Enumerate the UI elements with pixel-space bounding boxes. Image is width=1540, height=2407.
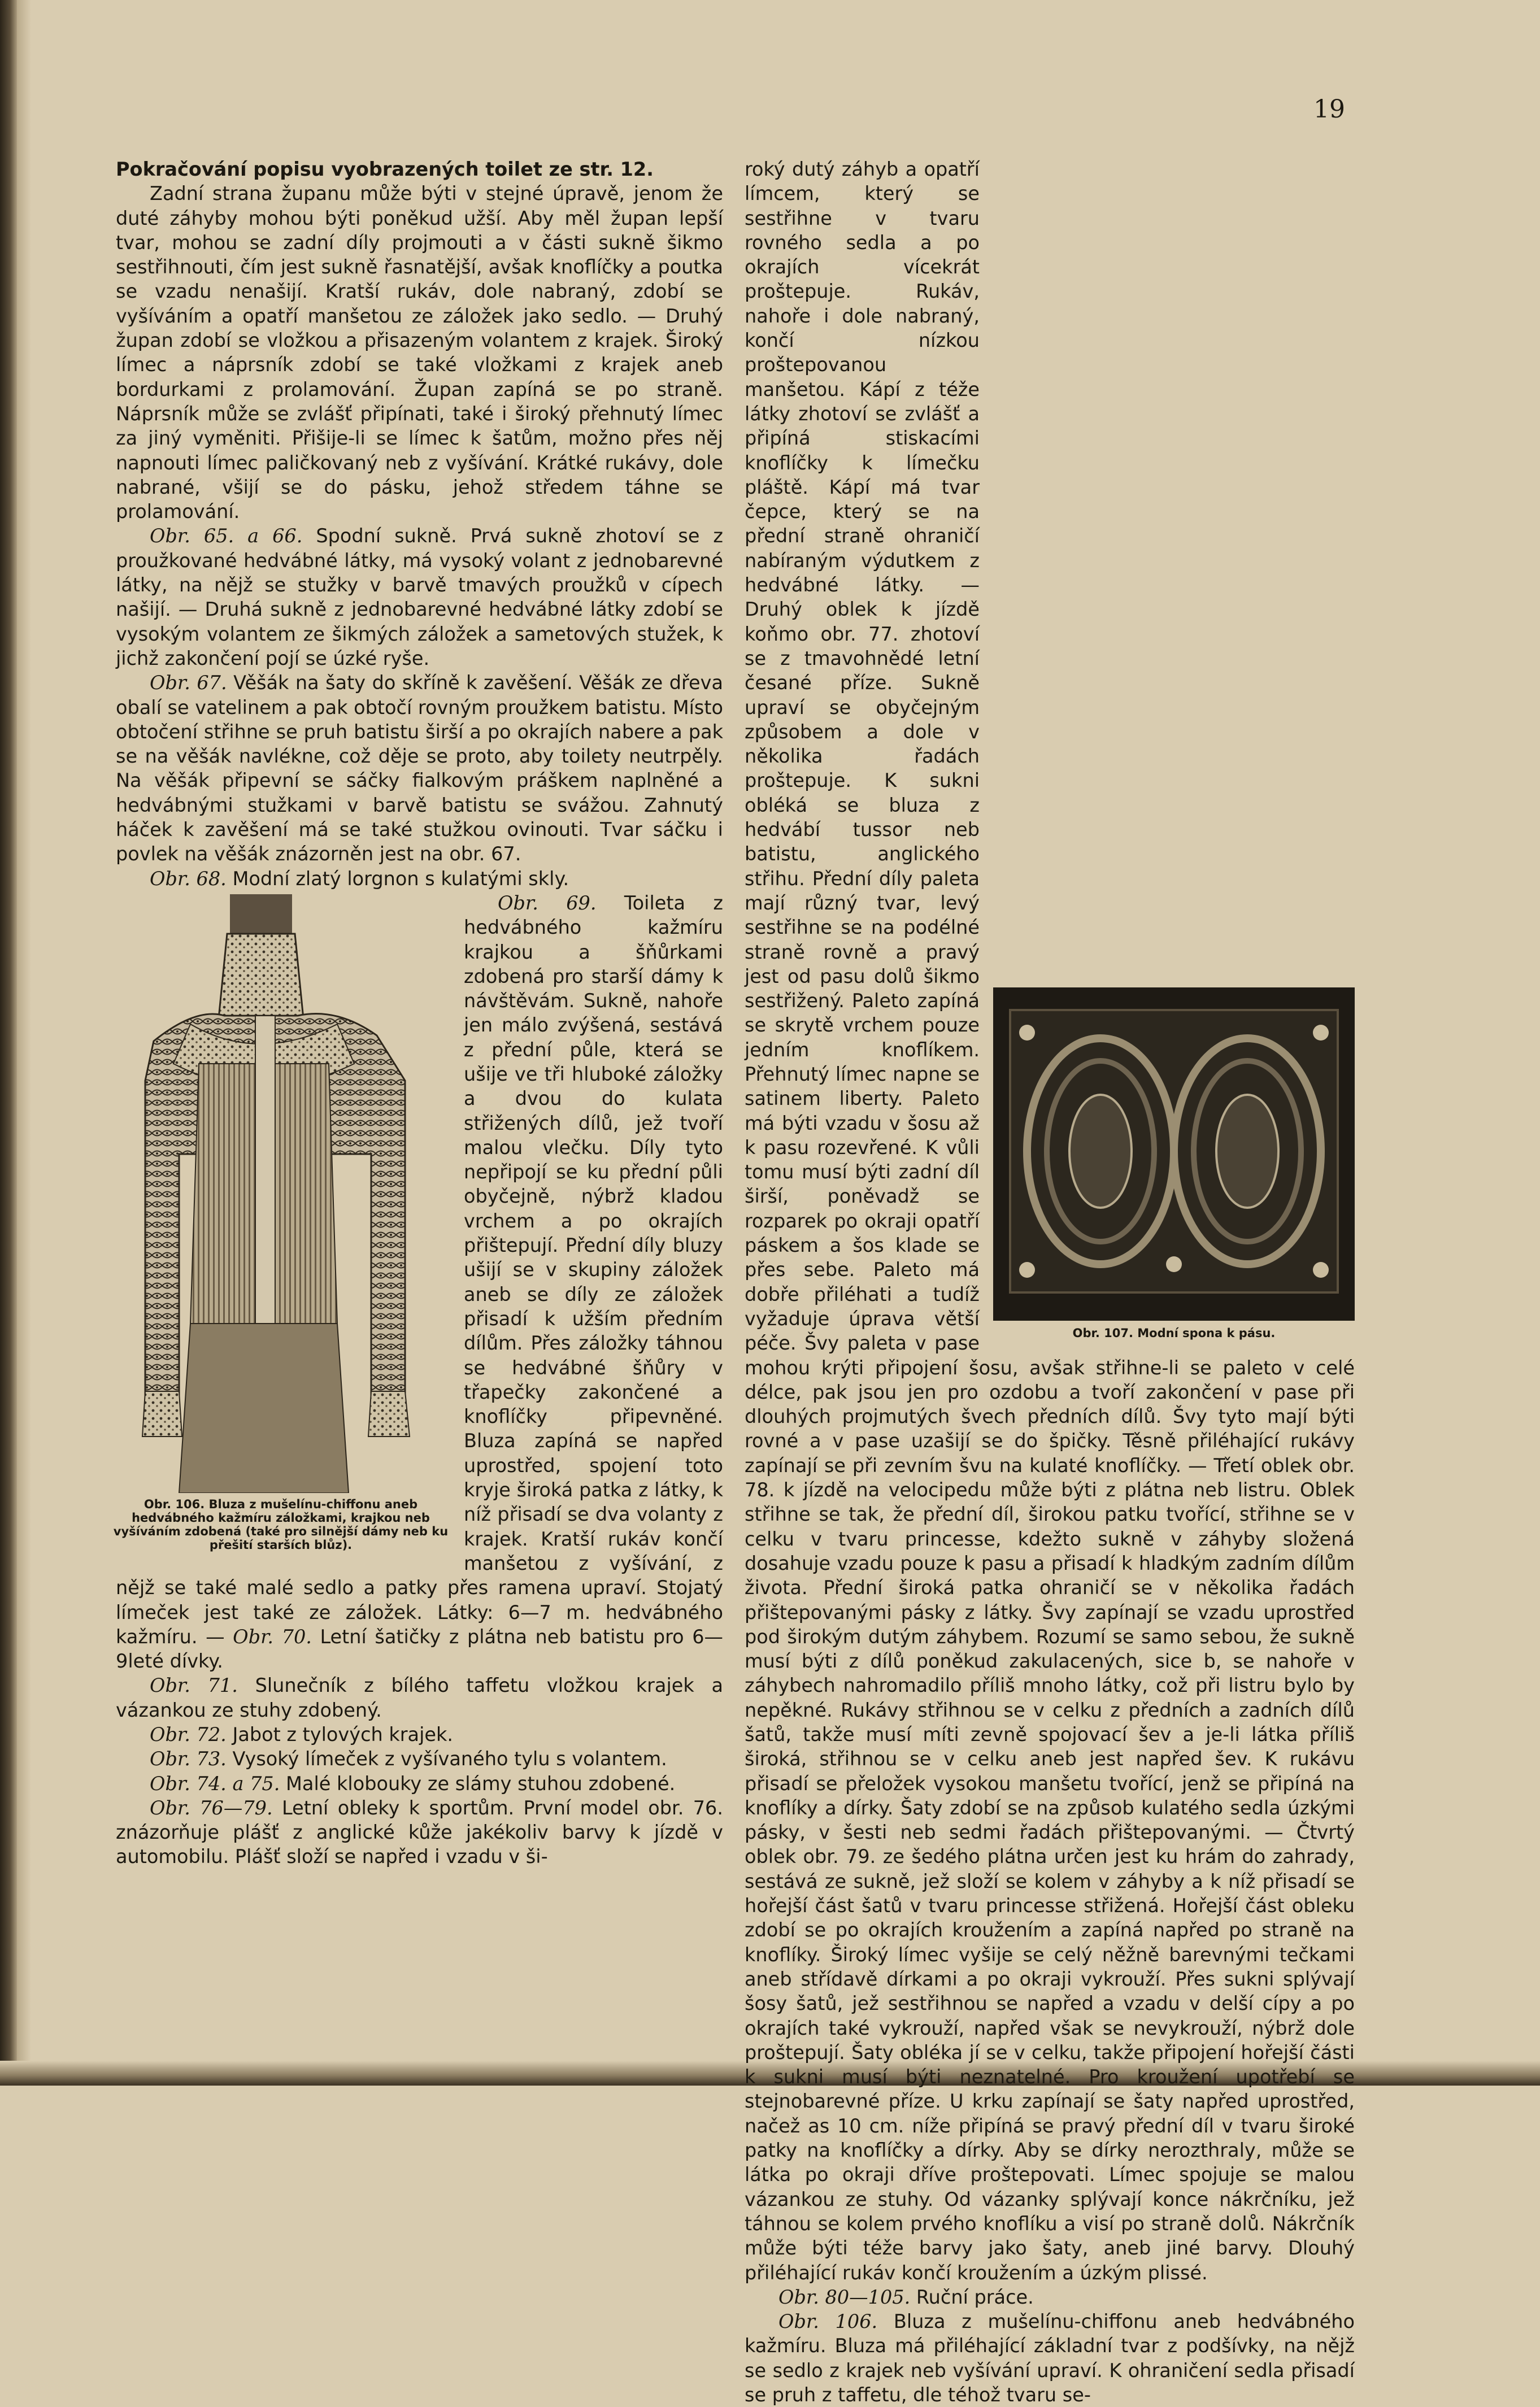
paragraph-text: Věšák na šaty do skříně k zavěšení. Věšák ze dřeva obalí se vatelinem a pak obtočí rovným proužkem batistu. Místo obtočení střihne se pruh batistu širší a po okrajích nabere a pak se na věšák navlékne, což děje se proto, aby toilety neutrpěly. Na věšák připevní se sáčky fialkovým práškem naplněné a hedvábnými stužkami v barvě batistu se svážou. Zahnutý háček k zavěšení má se také stužkou ovinouti. Tvar sáčku i povlek na věšák znázorněn jest na obr. 67. [116,672,723,865]
right-column [745,157,1355,2407]
paragraph-text: Spodní sukně. Prvá sukně zhotoví se z proužkované hedvábné látky, má vysoký volant z jednobarevné látky, na nějž se stužky v barvě tmavých proužků v cípech našijí. — Druhá sukně z jednobarevné hedvábné látky zdobí se vysokým volantem ze šikmých záložek a sametových stužek, k jichž zakončení pojí se úzké ryše. [116,525,723,669]
figure-reference: Obr. 68. [150,867,227,890]
figure-reference: Obr. 70. [233,1625,312,1648]
figure-reference: Obr. 73. [150,1748,227,1770]
paragraph-text: Letní obleky k sportům. První model obr. 76. znázorňuje plášť z anglické kůže jakékoliv barvy k jízdě v automobilu. Plášť složí se napřed i vzadu v ši- [116,1796,723,1868]
paragraph-obr-72 [116,1722,723,1747]
paragraph-text: Vysoký límeček z vyšívaného tylu s volantem. [226,1748,667,1770]
paragraph-text: Letní šatičky z plátna neb batistu pro 6—9leté dívky. [116,1625,724,1673]
blouse-illustration [111,894,450,1493]
figure-reference: Obr. 106. [778,2310,878,2333]
figure-107-caption: Obr. 107. Modní spona k pásu. [1072,1326,1276,1340]
figure-reference: Obr. 67. [150,672,227,694]
buckle-photo [993,987,1355,1321]
paragraph-obr-67 [116,671,723,866]
paragraph-obr-73 [116,1747,723,1771]
paragraph-obr-71 [116,1673,723,1722]
figure-reference: Obr. 65. a 66. [150,525,303,547]
paragraph-text: Ruční práce. [910,2286,1034,2308]
figure-reference: Obr. 80—105. [778,2286,911,2308]
paragraph-obr-80-105 [745,2285,1355,2309]
paragraph-text: Jabot z tylových krajek. [226,1723,454,1746]
paragraph-obr-76-79 [116,1796,723,1869]
paragraph-text: Slunečník z bílého taffetu vložkou krajek a vázankou ze stuhy zdobený. [116,1674,723,1721]
figure-reference: Obr. 71. [150,1674,238,1697]
figure-106-caption: Obr. 106. Bluza z mušelínu-chiffonu aneb hedvábného kažmíru záložkami, krajkou neb vyšíváním zdobená (také pro silnější dámy neb ku přešití starších blůz). [113,1497,449,1552]
paragraph-obr-74-75 [116,1771,723,1796]
paragraph-obr-106 [745,2309,1355,2407]
figure-reference: Obr. 74. a 75. [150,1772,280,1795]
paragraph-text: Bluza z mušelínu-chiffonu aneb hedvábného kažmíru. Bluza má přiléhající základní tvar z podšívky, na nějž se sedlo z krajek neb vyšívání upraví. K ohraničení sedla přisadí se pruh z taffetu, dle téhož tvaru se- [745,2310,1355,2406]
continuation-heading: Pokračování popisu vyobrazených toilet ze str. 12. [116,158,654,180]
paragraph-text: Modní zlatý lorgnon s kulatými skly. [226,867,569,890]
book-gutter-shadow [0,0,17,2086]
paragraph-zupan: Zadní strana županu může býti v stejné úpravě, jenom že duté záhyby mohou býti poněkud užší. Aby měl župan lepší tvar, mohou se zadní díly projmouti a v části sukně šikmo sestřihnouti, čím jest sukně řasnatější, avšak knoflíčky a poutka se vzadu nenašijí. Kratší rukáv, dole nabraný, zdobí se vyšíváním a opatří manšetou ze záložek jako sedlo. — Druhý župan zdobí se vložkou a přisazeným volantem z krajek. Široký límec a náprsník zdobí se také vložkami z krajek aneb bordurkami z prolamování. Župan zapíná se po straně. Náprsník může se zvlášť připínati, také i široký přehnutý límec za jiný vyměniti. Přišije-li se límec k šatům, možno přes něj napnouti límec paličkovaný neb z vyšívání. Krátké rukávy, dole nabrané, všijí se do pásku, jehož středem táhne se prolamování. [116,182,723,523]
paragraph-obr-65-66 [116,524,723,671]
figure-106 [111,894,450,1558]
paragraph-text: Malé klobouky ze slámy stuhou zdobené. [280,1772,676,1795]
figure-107 [993,987,1355,1355]
blouse-drawing [111,894,450,1493]
book-gutter-fade [17,0,31,2086]
figure-reference: Obr. 76—79. [150,1796,273,1819]
paragraph-continued: roký dutý záhyb a opatří límcem, který se sestřihne v tvaru rovného sedla a po okrajích vícekrát proštepuje. Rukáv, nahoře i dole nabraný, končí nízkou proštepovanou manšetou. Kápí z téže látky zhotoví se zvlášť a připíná stiskacími knoflíčky k límečku pláště. Kápí má tvar čepce, který se na přední straně ohraničí nabíraným výdutkem z hedvábné látky. — Druhý oblek k jízdě koňmo obr. 77. zhotoví se z tmavohnědé letní česané příze. Sukně upraví se obyčejným způsobem a dole v několika řadách proštepuje. K sukni obléká se bluza z hedvábí tussor neb batistu, anglického střihu. Přední díly paleta mají různý tvar, levý sestřihne se na podélné straně rovně a pravý jest od pasu dolů šikmo sestřižený. Paleto zapíná se skrytě vrchem pouze jedním knoflíkem. Přehnutý límec napne se satinem liberty. Paleto má býti vzadu v šosu až k pasu rozevřené. K vůli tomu musí býti zadní díl širší, poněvadž se rozparek po okraji opatří páskem a šos klade se přes sebe. Paleto má dobře přiléhati a tudíž vyžaduje úprava větší péče. Švy paleta v pase mohou krýti připojení šosu, avšak střihne-li se paleto v celé délce, pak jsou jen pro ozdobu a tvoří zakončení v pase při dlouhých projmutých švech předních dílů. Švy tyto mají býti rovné a v pase uzašijí se do špičky. Těsně přiléhající rukávy zapínají se při zevním švu na kulaté knoflíčky. — Třetí oblek obr. 78. k jízdě na velocipedu může býti z plátna neb listru. Oblek střihne se tak, že přední díl, širokou patku tvořící, střihne se v celku v tvaru princesse, kdežto sukně v záhyby složená dosahuje vzadu pouze k pasu a přisadí k hladkým zadním dílům života. Přední široká patka ohraničí se v několika řadách přištepovanými pásky z látky. Švy zapínají se vzadu uprostřed pod širokým dutým záhybem. Rozumí se samo sebou, že sukně musí býti z dílů poněkud zakulacených, sice b, se nahoře v záhybech nahromadilo příliš mnoho látky, což při listru bylo by nepěkné. Rukávy střihnou se v celku z předních a zadních dílů šatů, takže musí míti zevně spojovací šev a je-li látka příliš široká, střihnou se v celku aneb jest napřed šev. K rukávu přisadí se přeložek vysokou manšetu tvořící, jenž se připíná na knoflíky a dírky. Šaty zdobí se na způsob kulatého sedla úzkými pásky, v šesti neb sedmi řadách přištepovanými. — Čtvrtý oblek obr. 79. ze šedého plátna určen jest ku hrám do zahrady, sestává ze sukně, jež složí se kolem v záhyby a k níž přisadí se hořejší část šatů v tvaru princesse střižená. Hořejší část obleku zdobí se po okrajích kroužením a zapíná napřed po straně na knoflíky. Široký límec vyšije se celý něžně barevnými tečkami aneb střídavě dírkami a po okraji vykrouží. Přes sukni splývají šosy šatů, jež sestřihnou se napřed a vzadu v delší cípy a po okrajích také vykrouží, napřed však se nevykrouží, nýbrž dole proštepují. Šaty obléka jí se v celku, takže připojení hořejší části k sukni musí býti neznatelné. Pro kroužení upotřebí se stejnobarevné příze. U krku zapínají se šaty napřed uprostřed, načež as 10 cm. níže připíná se pravý přední díl v tvaru široké patky na knoflíčky a dírky. Aby se dírky nerozthraly, může se látka po okraji dříve proštepovati. Límec spojuje se malou vázankou ze stuhy. Od vázanky splývají konce nákrčníku, jež táhnou se kolem prvého knoflíku a visí po straně dolů. Nákrčník může býti téže barvy jako šaty, aneb jiné barvy. Dlouhý přiléhající rukáv končí kroužením a úzkým plissé. [745,158,1355,2284]
page-number: 19 [1313,95,1345,124]
paragraph-obr-68 [116,867,723,891]
left-column [113,157,724,1869]
figure-reference: Obr. 72. [150,1723,227,1746]
paragraph-text: Toileta z hedvábného kažmíru krajkou a šňůrkami zdobená pro starší dámy k návštěvám. Sukně, nahoře jen málo zvýšená, sestává z přední půle, která se ušije ve tři hluboké záložky a dvou do kulata střižených dílů, jež tvoří malou vlečku. Díly tyto nepřipojí se ku přední půli obyčejně, nýbrž kladou vrchem a po okrajích přištepují. Přední díly bluzy ušijí se v skupiny záložek aneb se díly ze záložek přisadí k užším předním dílům. Přes záložky táhnou se hedvábné šňůry v třapečky zakončené a knoflíčky připevněné. Bluza zapíná se napřed uprostřed, spojení toto kryje široká patka z látky, k níž přisadí se dva volanty z krajek. Kratší rukáv končí manšetou z vyšívání, z nějž se také malé sedlo a patky přes ramena upraví. Stojatý límeček jest také ze záložek. Látky: 6—7 m. hedvábného kažmíru. — [116,891,723,1648]
figure-reference: Obr. 69. [498,891,597,914]
